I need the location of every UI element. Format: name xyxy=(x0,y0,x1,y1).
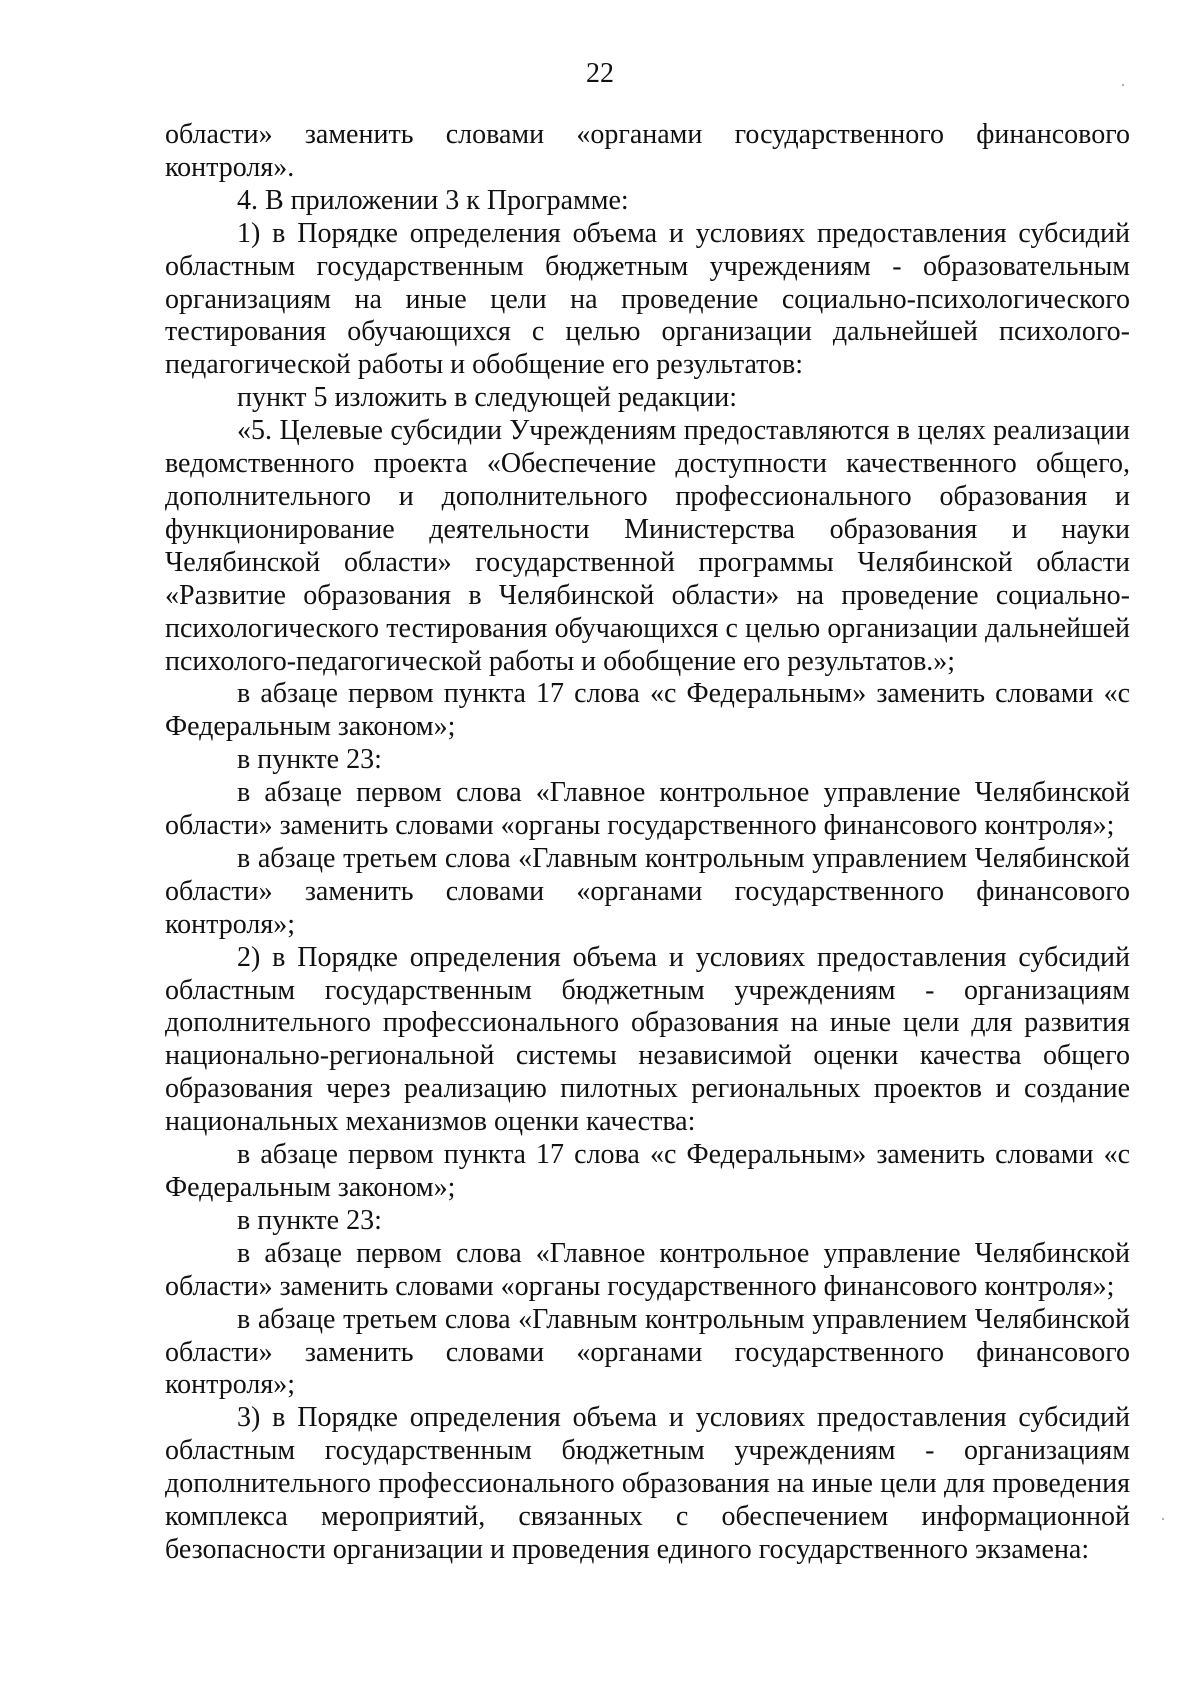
paragraph: 2) в Порядке определения объема и условиях предоставления субсидий областным государственным бюджетным учреждениям - организациям дополнительного профессионального образования на иные цели для развития национально-региональной системы независимой оценки качества общего образования через реализацию пилотных региональных проектов и создание национальных механизмов оценки качества: xyxy=(165,941,1130,1138)
page-number: 22 xyxy=(586,58,614,89)
paragraph: «5. Целевые субсидии Учреждениям предоставляются в целях реализации ведомственного проекта «Обеспечение доступности качественного общего, дополнительного и дополнительного профессионального образования и функционирование деятельности Министерства образования и науки Челябинской области» государственной программы Челябинской области «Развитие образования в Челябинской области» на проведение социально-психологического тестирования обучающихся с целью организации дальнейшей психолого-педагогической работы и обобщение его результатов.»; xyxy=(165,415,1130,677)
paragraph: пункт 5 изложить в следующей редакции: xyxy=(237,382,737,414)
paragraph: в пункте 23: xyxy=(237,744,382,776)
scan-speck xyxy=(1162,1518,1164,1520)
paragraph: в абзаце первом пункта 17 слова «с Федеральным» заменить словами «с Федеральным законом»; xyxy=(165,678,1130,743)
paragraph: 3) в Порядке определения объема и условиях предоставления субсидий областным государственным бюджетным учреждениям - организациям дополнительного профессионального образования на иные цели для проведения комплекса мероприятий, связанных с обеспечением информационной безопасности организации и проведения единого государственного экзамена: xyxy=(165,1402,1130,1565)
paragraph: 4. В приложении 3 к Программе: xyxy=(237,184,629,216)
paragraph: в абзаце третьем слова «Главным контрольным управлением Челябинской области» заменить словами «органами государственного финансового контроля»; xyxy=(165,842,1130,940)
paragraph: в абзаце третьем слова «Главным контрольным управлением Челябинской области» заменить словами «органами государственного финансового контроля»; xyxy=(165,1303,1130,1401)
paragraph: в абзаце первом слова «Главное контрольное управление Челябинской области» заменить словами «органы государственного финансового контроля»; xyxy=(165,1237,1130,1302)
document-body xyxy=(165,119,1130,1567)
paragraph: области» заменить словами «органами государственного финансового контроля». xyxy=(165,119,1130,183)
paragraph: в пункте 23: xyxy=(237,1204,382,1236)
paragraph: 1) в Порядке определения объема и условиях предоставления субсидий областным государственным бюджетным учреждениям - образовательным организациям на иные цели на проведение социально-психологического тестирования обучающихся с целью организации дальнейшей психолого-педагогической работы и обобщение его результатов: xyxy=(165,217,1130,381)
scan-speck xyxy=(1122,84,1124,86)
paragraph: в абзаце первом пункта 17 слова «с Федеральным» заменить словами «с Федеральным законом»; xyxy=(165,1139,1130,1203)
paragraph: в абзаце первом слова «Главное контрольное управление Челябинской области» заменить словами «органы государственного финансового контроля»; xyxy=(165,777,1130,842)
